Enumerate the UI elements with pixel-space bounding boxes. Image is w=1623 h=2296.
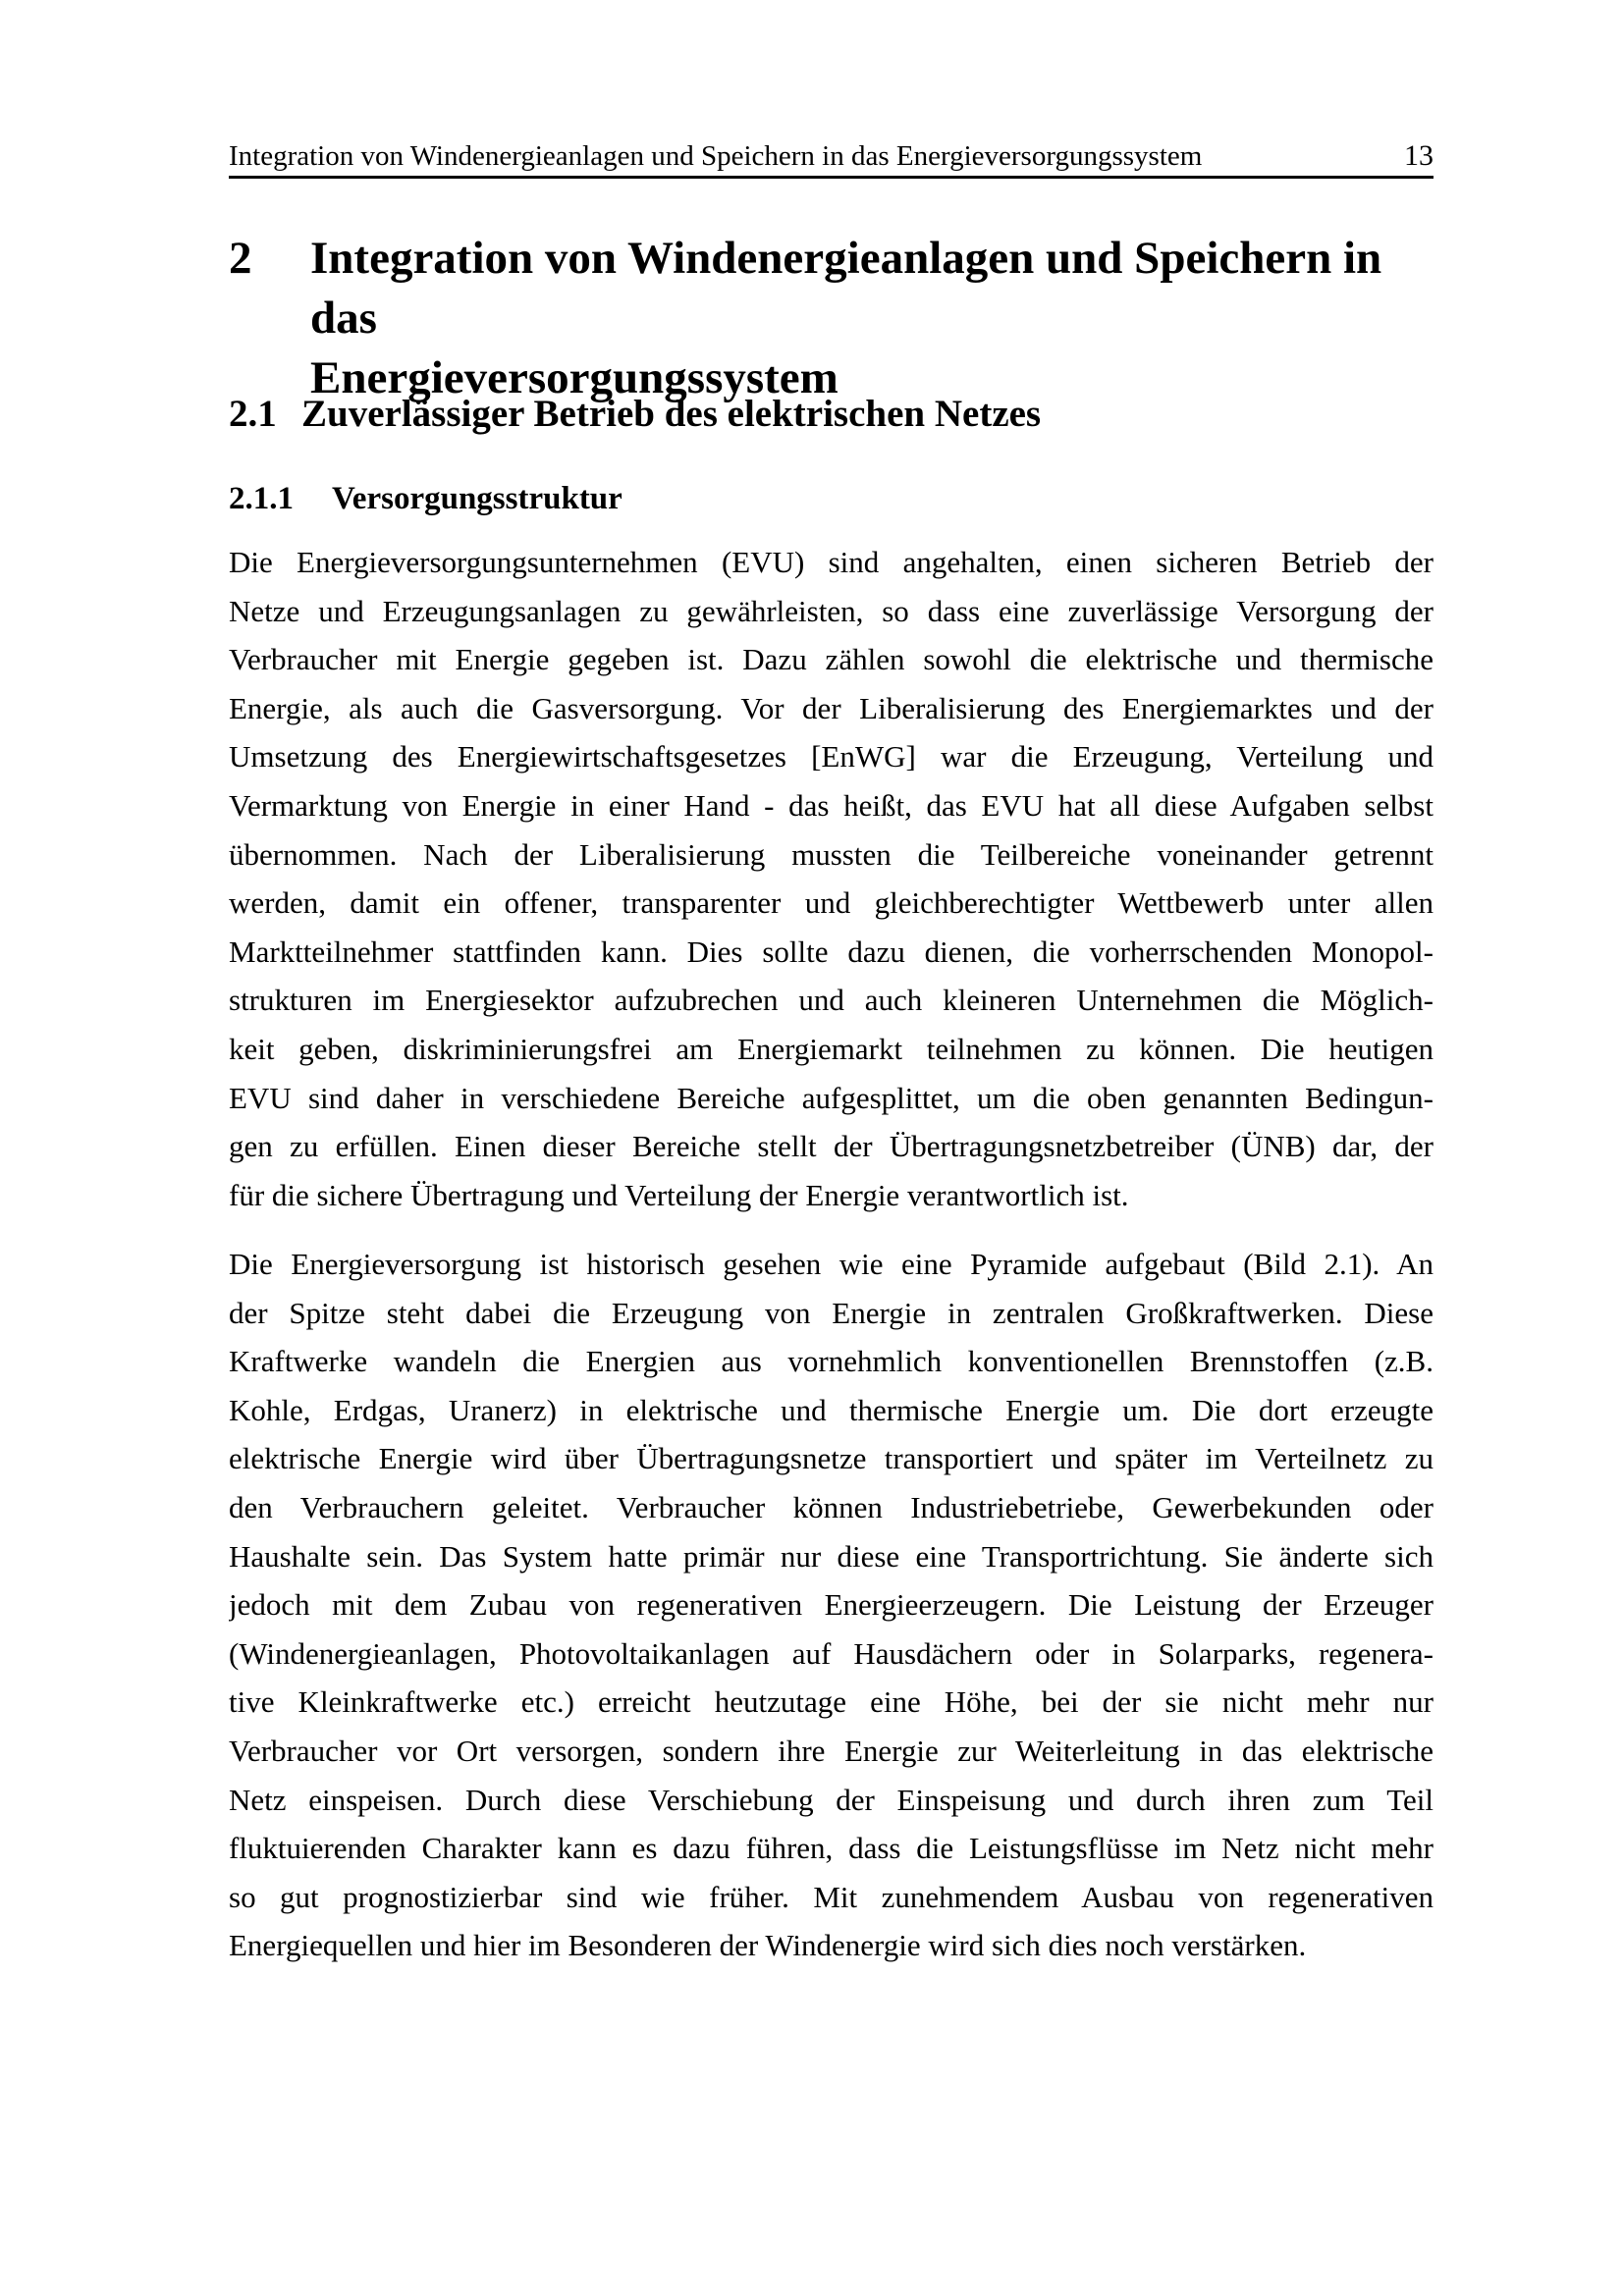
text-line: Umsetzung des Energiewirtschaftsgesetzes [EnWG] war die Erzeugung, Verteilung und (229, 739, 1434, 774)
text-line: strukturen im Energiesektor aufzubrechen und auch kleineren Unternehmen die Möglich- (229, 983, 1434, 1018)
text-line: Netze und Erzeugungsanlagen zu gewährleisten, so dass eine zuverlässige Versorgung der (229, 593, 1434, 628)
paragraph (229, 538, 1434, 1219)
section-title: Zuverlässiger Betrieb des elektrischen Netzes (301, 393, 1042, 435)
paragraph (229, 1240, 1434, 1970)
text-line: werden, damit ein offener, transparenter und gleichberechtigter Wettbewerb unter allen (229, 885, 1434, 921)
page-number: 13 (1404, 139, 1434, 172)
text-line: EVU sind daher in verschiedene Bereiche aufgesplittet, um die oben genannten Bedingun- (229, 1080, 1434, 1115)
subsection-title: Versorgungsstruktur (332, 481, 622, 516)
text-line: Energie, als auch die Gasversorgung. Vor der Liberalisierung des Energiemarktes und der (229, 690, 1434, 725)
text-line: übernommen. Nach der Liberalisierung mussten die Teilbereiche voneinander getrennt (229, 836, 1434, 872)
text-line: Kohle, Erdgas, Uranerz) in elektrische und thermische Energie um. Die dort erzeugte (229, 1392, 1434, 1427)
text-line: keit geben, diskriminierungsfrei am Energiemarkt teilnehmen zu können. Die heutigen (229, 1031, 1434, 1066)
section-heading (229, 391, 1434, 438)
text-line: gen zu erfüllen. Einen dieser Bereiche stellt der Übertragungsnetzbetreiber (ÜNB) dar, der (229, 1129, 1434, 1164)
text-line: so gut prognostizierbar sind wie früher. Mit zunehmendem Ausbau von regenerativen (229, 1879, 1434, 1914)
chapter-title-line: Integration von Windenergieanlagen und Speichern in das (310, 233, 1382, 344)
text-line: jedoch mit dem Zubau von regenerativen Energieerzeugern. Die Leistung der Erzeuger (229, 1587, 1434, 1623)
section-number: 2.1 (229, 393, 277, 435)
text-line: Die Energieversorgungsunternehmen (EVU) sind angehalten, einen sicheren Betrieb der (229, 545, 1434, 579)
text-line: Energiequellen und hier im Besonderen der Windenergie wird sich dies noch verstärken. (229, 1928, 1307, 1963)
running-title: Integration von Windenergieanlagen und Speichern in das Energieversorgungssystem (229, 140, 1203, 172)
text-line: den Verbrauchern geleitet. Verbraucher können Industriebetriebe, Gewerbekunden oder (229, 1489, 1434, 1524)
text-line: der Spitze steht dabei die Erzeugung von Energie in zentralen Großkraftwerken. Diese (229, 1295, 1434, 1330)
text-line: für die sichere Übertragung und Verteilung der Energie verantwortlich ist. (229, 1177, 1129, 1212)
text-line: tive Kleinkraftwerke etc.) erreicht heutzutage eine Höhe, bei der sie nicht mehr nur (229, 1684, 1434, 1720)
text-line: elektrische Energie wird über Übertragungsnetze transportiert und später im Verteilnetz zu (229, 1441, 1434, 1476)
chapter-title (310, 229, 1434, 408)
text-line: Haushalte sein. Das System hatte primär nur diese eine Transportrichtung. Sie änderte sich (229, 1538, 1434, 1574)
text-line: (Windenergieanlagen, Photovoltaikanlagen auf Hausdächern oder in Solarparks, regenera- (229, 1635, 1434, 1671)
subsection-heading (229, 478, 1434, 519)
text-line: fluktuierenden Charakter kann es dazu führen, dass die Leistungsflüsse im Netz nicht mehr (229, 1831, 1434, 1866)
running-header (229, 139, 1434, 179)
text-line: Kraftwerke wandeln die Energien aus vornehmlich konventionellen Brennstoffen (z.B. (229, 1344, 1434, 1379)
text-line: Verbraucher vor Ort versorgen, sondern ihre Energie zur Weiterleitung in das elektrische (229, 1733, 1434, 1768)
chapter-title-line: Energieversorgungssystem (310, 352, 839, 403)
subsection-number: 2.1.1 (229, 481, 294, 516)
text-line: Die Energieversorgung ist historisch gesehen wie eine Pyramide aufgebaut (Bild 2.1). An (229, 1247, 1434, 1281)
text-line: Verbraucher mit Energie gegeben ist. Dazu zählen sowohl die elektrische und thermische (229, 642, 1434, 677)
chapter-heading (229, 229, 1434, 408)
text-line: Vermarktung von Energie in einer Hand - das heißt, das EVU hat all diese Aufgaben selbst (229, 787, 1434, 823)
text-line: Marktteilnehmer stattfinden kann. Dies sollte dazu dienen, die vorherrschenden Monopol- (229, 934, 1434, 969)
text-line: Netz einspeisen. Durch diese Verschiebung der Einspeisung und durch ihren zum Teil (229, 1782, 1434, 1817)
chapter-number: 2 (229, 233, 252, 284)
